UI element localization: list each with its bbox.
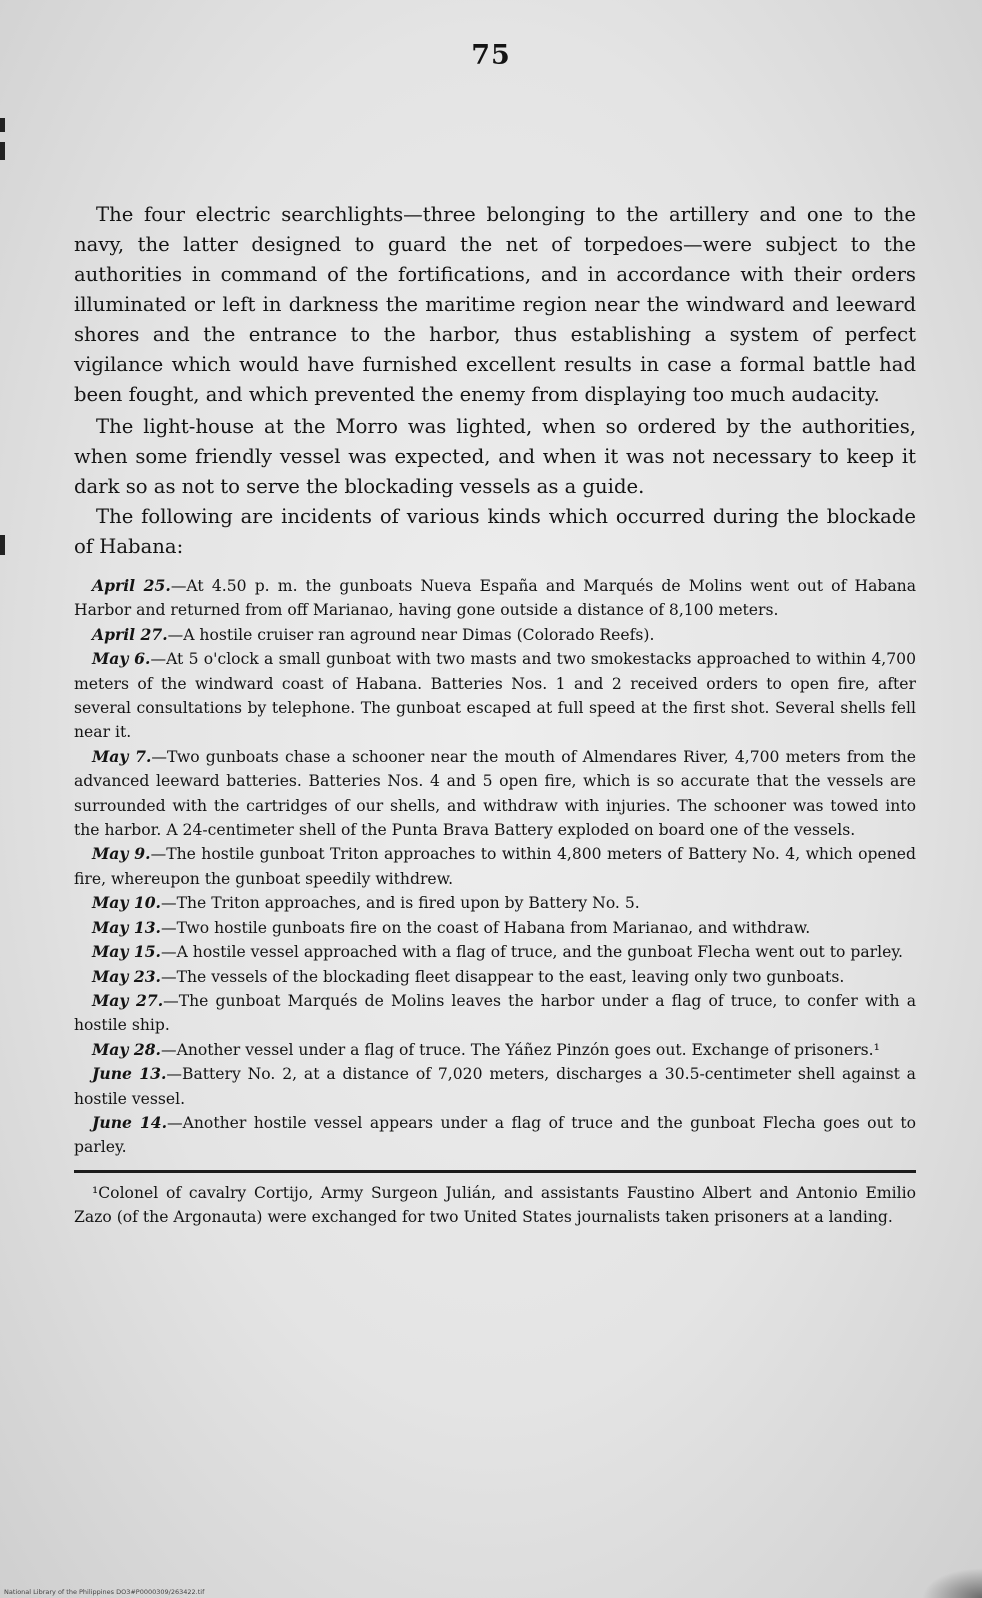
page-number: 75	[471, 40, 511, 71]
incident-text: —The Triton approaches, and is fired upon by Battery No. 5.	[160, 894, 640, 913]
incident-entry	[74, 745, 916, 843]
incident-date: June 14.	[92, 1112, 168, 1132]
incident-date: April 25.	[92, 576, 171, 595]
incident-entry	[74, 940, 916, 964]
footnote: ¹Colonel of cavalry Cortijo, Army Surgeon Julián, and assistants Faustino Albert and Antonio Emilio Zazo (of the Argonauta) were exchanged for two United States journalists taken prisoners at a landing.	[74, 1183, 916, 1226]
incident-entry	[74, 1111, 916, 1160]
incident-date: May 13.	[92, 917, 161, 937]
incident-entry	[74, 1038, 916, 1062]
incident-text: —The hostile gunboat Triton approaches to within 4,800 meters of Battery No. 4, which opened fire, whereupon the gunboat speedily withdrew.	[74, 845, 916, 888]
incident-entry	[74, 1062, 916, 1111]
incident-entry	[74, 989, 916, 1038]
paragraph-searchlights: The four electric searchlights—three belonging to the artillery and one to the navy, the latter designed to guard the net of torpedoes—were subject to the authorities in command of the fortifications, and in accordance with their orders illuminated or left in darkness the maritime region near the windward and leeward shores and the entrance to the harbor, thus establishing a system of perfect vigilance which would have furnished excellent results in case a formal battle had been fought, and which prevented the enemy from displaying too much audacity.	[74, 203, 916, 406]
incident-text: —A hostile vessel approached with a flag of truce, and the gunboat Flecha went out to parley.	[160, 943, 904, 962]
incident-text: —Another vessel under a flag of truce. The Yáñez Pinzón goes out. Exchange of prisoners.¹	[160, 1040, 880, 1059]
incident-text: —At 4.50 p. m. the gunboats Nueva España and Marqués de Molins went out of Habana Harbor and returned from off Marianao, having gone outside a distance of 8,100 meters.	[74, 577, 917, 620]
incident-date: May 28.	[92, 1039, 161, 1059]
paragraph-incidents-intro: The following are incidents of various kinds which occurred during the blockade of Habana:	[74, 505, 916, 558]
incident-date: May 27.	[92, 990, 164, 1010]
incident-text: —The gunboat Marqués de Molins leaves the harbor under a flag of truce, to confer with a hostile ship.	[74, 991, 916, 1035]
incident-entry	[74, 574, 916, 623]
binding-shadow	[922, 1568, 982, 1598]
page-body	[74, 200, 916, 1229]
library-credit: National Library of the Philippines DO3#P0000309/263422.tif	[4, 1588, 205, 1596]
incident-date: May 15.	[92, 942, 161, 962]
footnote-divider	[74, 1170, 916, 1173]
incident-entry	[74, 891, 916, 915]
incident-text: —Another hostile vessel appears under a flag of truce and the gunboat Flecha goes out to parley.	[74, 1113, 916, 1157]
incident-date: May 10.	[92, 893, 161, 913]
incident-text: —At 5 o'clock a small gunboat with two masts and two smokestacks approached to within 4,700 meters of the windward coast of Habana. Batteries Nos. 1 and 2 received orders to open fire, after several consultations by telephone. The gunboat escaped at full speed at the first shot. Several shells fell near it.	[74, 650, 916, 742]
incident-entry	[74, 647, 916, 745]
incident-entry	[74, 842, 916, 891]
incident-date: April 27.	[92, 624, 168, 644]
incident-text: —A hostile cruiser ran aground near Dimas (Colorado Reefs).	[167, 625, 655, 644]
incident-list	[74, 574, 916, 1160]
incident-date: May 9.	[92, 844, 151, 864]
incident-date: May 6.	[92, 649, 151, 669]
incident-date: May 23.	[92, 966, 161, 986]
incident-entry	[74, 916, 916, 940]
incident-date: June 13.	[92, 1064, 167, 1084]
incident-entry	[74, 623, 916, 647]
paragraph-lighthouse: The light-house at the Morro was lighted, when so ordered by the authorities, when some friendly vessel was expected, and when it was not necessary to keep it dark so as not to serve the blockading vessels as a guide.	[74, 415, 916, 498]
incident-text: —Battery No. 2, at a distance of 7,020 meters, discharges a 30.5-centimeter shell against a hostile vessel.	[74, 1065, 916, 1108]
incident-date: May 7.	[92, 746, 152, 766]
incident-text: —The vessels of the blockading fleet disappear to the east, leaving only two gunboats.	[160, 967, 845, 986]
incident-entry	[74, 965, 916, 989]
incident-text: —Two gunboats chase a schooner near the mouth of Almendares River, 4,700 meters from the advanced leeward batteries. Batteries Nos. 4 and 5 open fire, which is so accurate that the vessels are surrounded with the cartridges of our shells, and withdraw with injuries. The schooner was towed into the harbor. A 24-centimeter shell of the Punta Brava Battery exploded on board one of the vessels.	[74, 747, 917, 840]
incident-text: —Two hostile gunboats fire on the coast of Habana from Marianao, and withdraw.	[160, 918, 811, 937]
